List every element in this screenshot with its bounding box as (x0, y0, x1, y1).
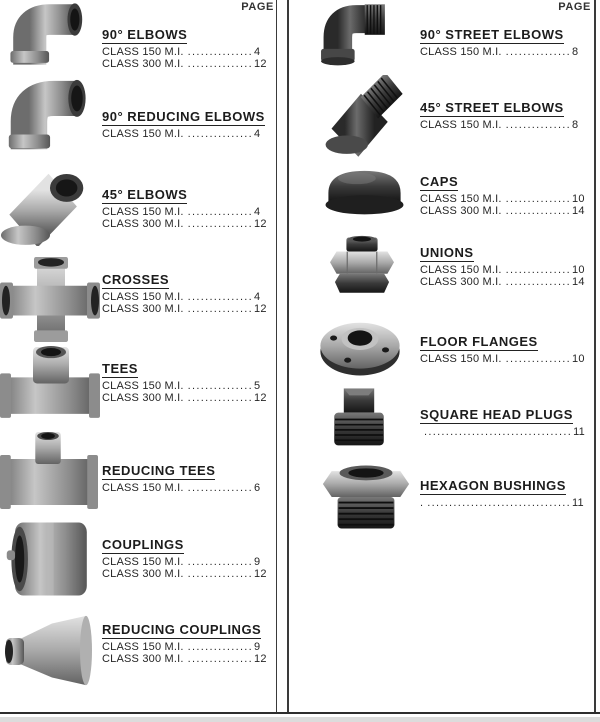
class-label: CLASS 150 M.I. (102, 380, 184, 392)
class-label: CLASS 150 M.I. (102, 556, 184, 568)
entry-title: 45° ELBOWS (102, 187, 188, 202)
leader-dots: ............... (187, 46, 254, 58)
catalog-entry (102, 536, 274, 580)
page-number: 14 (572, 275, 585, 288)
class-label: CLASS 150 M.I. (420, 119, 502, 131)
page-number: 10 (572, 193, 585, 205)
leader-dots: ............... (505, 46, 572, 58)
entry-title: 45° STREET ELBOWS (420, 100, 564, 115)
class-page-line (102, 483, 274, 495)
page-number: 12 (254, 302, 267, 315)
leader-dots: ............... (187, 128, 254, 140)
page-number: 8 (572, 46, 579, 58)
catalog-entry (102, 26, 274, 70)
page-number: 9 (254, 641, 261, 653)
leader-dots: ............... (187, 206, 254, 218)
page-number: 10 (572, 353, 585, 365)
catalog-entry (420, 406, 592, 439)
catalog-entry (420, 26, 592, 59)
class-page-line (102, 219, 274, 231)
class-page-line (102, 59, 274, 71)
page-number: 4 (254, 291, 261, 303)
leader-dots: ............... (187, 567, 254, 580)
leader-dots: ............... (505, 264, 572, 276)
street-elbow-90-photo (316, 1, 400, 67)
column-divider-thick-line (287, 0, 289, 713)
class-label: CLASS 300 M.I. (102, 57, 184, 70)
class-label: CLASS 150 M.I. (420, 193, 502, 205)
hexagon-bushing-photo (317, 460, 415, 534)
page-number: 10 (572, 264, 585, 276)
entry-title: CROSSES (102, 272, 170, 287)
entry-title: 90° ELBOWS (102, 27, 188, 42)
right-border-line (594, 0, 596, 713)
entry-title: 90° REDUCING ELBOWS (102, 109, 265, 124)
union-photo (321, 235, 403, 301)
leader-dots: ............... (187, 652, 254, 665)
elbow-45-photo (0, 160, 98, 246)
page-number: 9 (254, 556, 261, 568)
page-number: 11 (572, 497, 584, 509)
class-label: CLASS 150 M.I. (102, 482, 184, 494)
class-page-line (420, 206, 592, 218)
class-page-line (102, 393, 274, 405)
entry-title: 90° STREET ELBOWS (420, 27, 564, 42)
catalog-entry (102, 186, 274, 230)
catalog-entry (102, 462, 274, 495)
leader-dots: ............... (505, 119, 572, 131)
class-label: . (420, 497, 424, 509)
class-page-line (420, 498, 592, 510)
entry-title: SQUARE HEAD PLUGS (420, 407, 573, 422)
page-number: 12 (254, 217, 267, 230)
class-page-line (420, 120, 592, 132)
class-label: CLASS 300 M.I. (420, 275, 502, 288)
entry-title: UNIONS (420, 245, 474, 260)
catalog-entry (102, 108, 274, 141)
page-number: 12 (254, 567, 267, 580)
leader-dots: ............... (505, 193, 572, 205)
class-label: CLASS 300 M.I. (102, 217, 184, 230)
page-number: 6 (254, 482, 261, 494)
page-number: 12 (254, 391, 267, 404)
cap-photo (317, 165, 412, 224)
catalog-entry (420, 99, 592, 132)
class-page-line (420, 427, 592, 439)
page-number: 4 (254, 128, 261, 140)
coupling-photo (4, 516, 96, 602)
class-page-line (420, 354, 592, 366)
page-number: 12 (254, 652, 267, 665)
page-number: 4 (254, 206, 261, 218)
class-label: CLASS 300 M.I. (102, 652, 184, 665)
page-number: 5 (254, 380, 261, 392)
leader-dots: ................................. (427, 497, 572, 509)
catalog-entry (420, 333, 592, 366)
square-head-plug-photo (319, 385, 399, 454)
catalog-entry (102, 360, 274, 404)
class-page-line (420, 277, 592, 289)
catalog-entry (102, 621, 274, 665)
floor-flange-photo (316, 310, 404, 378)
entry-title: CAPS (420, 174, 459, 189)
page-number: 8 (572, 119, 579, 131)
column-divider-thin-line (276, 0, 277, 713)
entry-title: HEXAGON BUSHINGS (420, 478, 566, 493)
street-elbow-45-photo (321, 75, 413, 157)
class-page-line (102, 654, 274, 666)
leader-dots: ............... (187, 57, 254, 70)
class-label: CLASS 150 M.I. (102, 641, 184, 653)
tee-photo (0, 344, 100, 425)
page-number: 12 (254, 57, 267, 70)
leader-dots: ............... (187, 302, 254, 315)
elbow-90-reducing-photo (4, 79, 100, 153)
class-label: CLASS 300 M.I. (102, 567, 184, 580)
page-number: 14 (572, 204, 585, 217)
class-label: CLASS 150 M.I. (420, 264, 502, 276)
entry-title: REDUCING TEES (102, 463, 216, 478)
catalog-entry (420, 477, 592, 510)
leader-dots: .................................. (424, 426, 573, 438)
class-label: CLASS 300 M.I. (102, 391, 184, 404)
cross-photo (0, 257, 100, 342)
class-label: CLASS 150 M.I. (102, 128, 184, 140)
catalog-entry (102, 271, 274, 315)
leader-dots: ............... (187, 217, 254, 230)
bottom-gray-strip (0, 717, 600, 722)
class-label: CLASS 150 M.I. (420, 46, 502, 58)
page-number: 4 (254, 46, 261, 58)
leader-dots: ............... (187, 291, 254, 303)
leader-dots: ............... (187, 391, 254, 404)
coupling-reducing-photo (0, 612, 100, 689)
leader-dots: ............... (187, 380, 254, 392)
class-label: CLASS 150 M.I. (102, 46, 184, 58)
class-label: CLASS 300 M.I. (102, 302, 184, 315)
leader-dots: ............... (187, 556, 254, 568)
class-page-line (102, 304, 274, 316)
class-label: CLASS 150 M.I. (102, 206, 184, 218)
catalog-entry (420, 173, 592, 217)
page-header-label: PAGE (241, 1, 274, 13)
tee-reducing-photo (0, 431, 98, 511)
leader-dots: ............... (187, 482, 254, 494)
class-label: CLASS 150 M.I. (102, 291, 184, 303)
class-label: CLASS 150 M.I. (420, 353, 502, 365)
catalog-entry (420, 244, 592, 288)
class-page-line (102, 129, 274, 141)
entry-title: COUPLINGS (102, 537, 184, 552)
page-number: 11 (573, 426, 585, 438)
leader-dots: ............... (505, 204, 572, 217)
class-page-line (102, 569, 274, 581)
entry-title: TEES (102, 361, 138, 376)
leader-dots: ............... (187, 641, 254, 653)
entry-title: FLOOR FLANGES (420, 334, 538, 349)
entry-title: REDUCING COUPLINGS (102, 622, 262, 637)
class-page-line (420, 47, 592, 59)
leader-dots: ............... (505, 275, 572, 288)
elbow-90-photo (4, 0, 96, 68)
page-header-label: PAGE (558, 1, 591, 13)
class-label: CLASS 300 M.I. (420, 204, 502, 217)
bottom-border-line (0, 712, 600, 714)
leader-dots: ............... (505, 353, 572, 365)
